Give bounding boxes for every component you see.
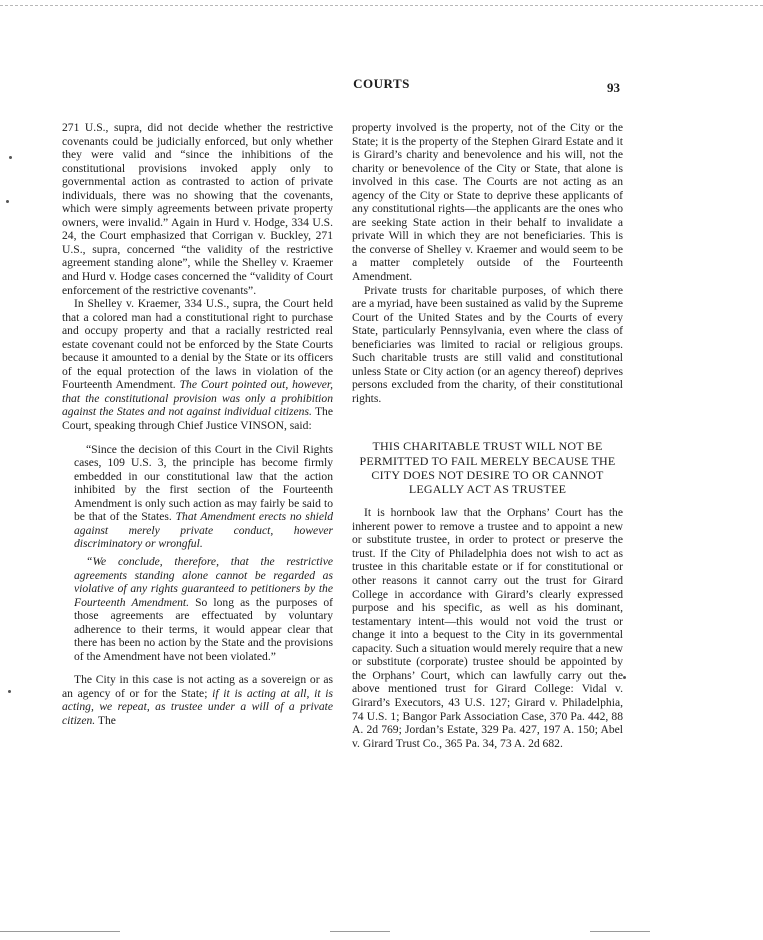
left-paragraph-1: 271 U.S., supra, did not decide whether the restrictive covenants could be judicially enforced, but only whether they were valid and “since the inhibitions of the constitutional provisions invoked apply only to governmental action as contrasted to action of private individuals, there was no showing that the covenants, which were simply agreements between private property owners, were invalid.” Again in Hurd v. Hodge, 334 U.S. 24, the Court emphasized that Corrigan v. Buckley, 271 U.S., supra, concerned “the validity of the restrictive agreement standing alone”, while the Shelley v. Kraemer and Hurd v. Hodge cases concerned the “validity of Court enforcement of the restrictive covenants”. [62,121,333,297]
left-paragraph-3 [62,673,333,727]
emphasis-text: The Court pointed out, however, that the constitutional provision was only a prohibition against the States and not against individual citizens. [62,378,334,419]
paragraph-text: In Shelley v. Kraemer, 334 U.S., supra, the Court held that a colored man had a constitutional right to purchase and occupy property and that a racially restricted real estate covenant could not be enforced by the State Courts because it amounted to a denial by the State or its officers of the equal protection of the laws in violation of the Fourteenth Amendment. [62,297,333,392]
paragraph-text: The Court, speaking through Chief Justice VINSON, said: [62,405,333,433]
section-heading: THIS CHARITABLE TRUST WILL NOT BE PERMITTED TO FAIL MERELY BECAUSE THE CITY DOES NOT DESIRE TO OR CANNOT LEGALLY ACT AS TRUSTEE [359,439,616,497]
quote-text: So long as the purposes of those agreements are effectuated by voluntary adherence to their terms, it would appear clear that there has been no action by the State and the provisions of the Amendment have not been violated.” [74,595,333,663]
quote-emphasis: That Amendment erects no shield against merely private conduct, however discriminatory or wrongful. [74,510,334,551]
top-scan-border [0,5,763,6]
quote-paragraph-1 [74,443,333,551]
margin-speck [6,200,9,203]
right-paragraph-3: It is hornbook law that the Orphans’ Court has the inherent power to remove a trustee and to appoint a new or substitute trustee, in order to protect or preserve the trust. If the City of Philadelphia does not wish to act as trustee in this charitable estate or if for constitutional or other reasons it cannot carry out the trust for Girard College in accordance with Girard’s clearly expressed purpose and his specific, as well as his dominant, testamentary intent—this would not void the trust or change it into a bequest to the City in its governmental capacity. Such a situation would merely require that a new or substitute (corporate) trustee should be appointed by the Orphans’ Court, which can lawfully carry out the above mentioned trust for Girard College: Vidal v. Girard’s Executors, 43 U.S. 127; Girard v. Philadelphia, 74 U.S. 1; Bangor Park Association Case, 370 Pa. 442, 88 A. 2d 769; Jordan’s Estate, 329 Pa. 427, 197 A. 150; Abel v. Girard Trust Co., 365 Pa. 34, 73 A. 2d 682. [352,506,623,750]
bottom-scan-edge [590,931,650,932]
right-paragraph-1: property involved is the property, not of the City or the State; it is the property of the Stephen Girard Estate and it is Girard’s charity and benevolence and his will, not the charity or benevolence of the City or State, that alone is involved in this case. The Courts are not acting as an agency of the City or State to deprive these applicants of any constitutional rights—the applicants are the ones who are seeking State action in their behalf to invalidate a private Will in which they are not beneficiaries. This is the converse of Shelley v. Kraemer and would seem to be a matter completely outside of the Fourteenth Amendment. [352,121,623,284]
emphasis-text: if it is acting at all, it is acting, we repeat, as trustee under a will of a private citizen. [62,686,334,727]
running-header: COURTS [353,76,410,91]
margin-speck [9,156,12,159]
block-quote [74,443,333,664]
paragraph-text: The [97,713,116,727]
bottom-scan-edge [330,931,390,932]
quote-emphasis: “We conclude, therefore, that the restrictive agreements standing alone cannot be regarded as violative of any rights guaranteed to petitioners by the Fourteenth Amendment. [74,554,333,609]
margin-speck [623,676,626,679]
right-paragraph-2: Private trusts for charitable purposes, of which there are a myriad, have been sustained as valid by the Supreme Court of the United States and by the Courts of every State, particularly Pennsylvania, even where the class of beneficiaries was limited to racial or religious groups. Such charitable trusts are still valid and constitutional unless State or City action (or an agency thereof) deprives persons excluded from the charity, of their constitutional rights. [352,283,623,405]
bottom-scan-edge [0,931,120,932]
page-number: 93 [607,80,620,95]
paragraph-text: The City in this case is not acting as a sovereign or as an agency of or for the State; [62,673,333,700]
left-paragraph-2 [62,297,333,432]
left-column [62,121,333,728]
quote-text: “Since the decision of this Court in the Civil Rights cases, 109 U.S. 3, the principle has become firmly embedded in our constitutional law that the action inhibited by the first section of the Fourteenth Amendment is only such action as may fairly be said to be that of the States. [74,442,333,524]
margin-speck [8,690,11,693]
quote-paragraph-2 [74,555,333,663]
right-column [352,121,623,750]
